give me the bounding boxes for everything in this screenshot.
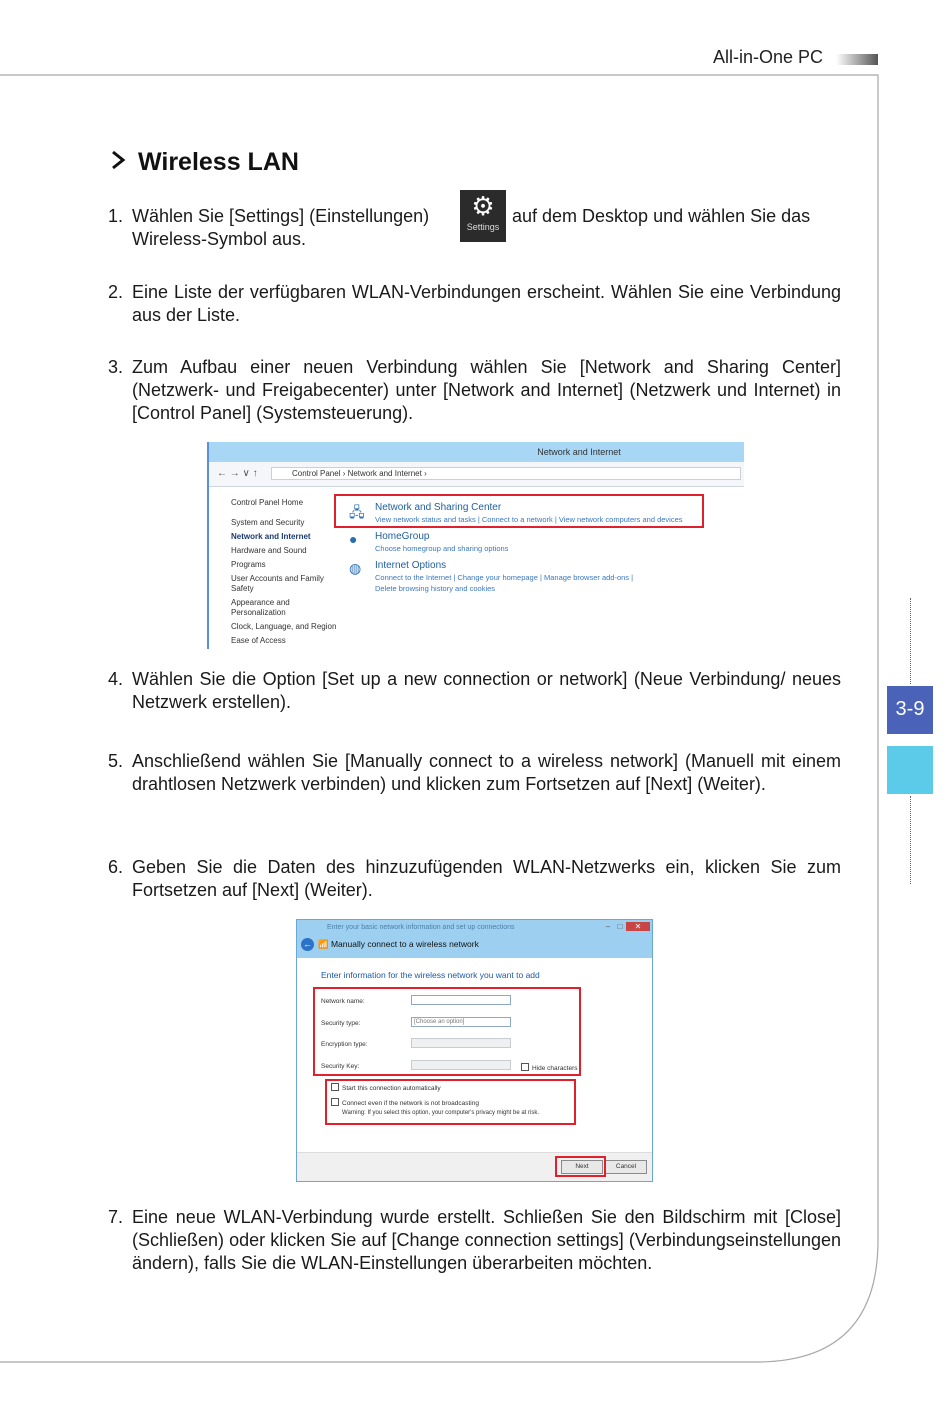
header-gradient-bar bbox=[836, 54, 878, 65]
breadcrumb: Control Panel › Network and Internet › bbox=[271, 467, 741, 480]
dialog-body bbox=[297, 958, 653, 1182]
step-number: 6. bbox=[108, 857, 124, 877]
window-buttons bbox=[602, 922, 650, 931]
wireless-dialog-screenshot bbox=[296, 919, 653, 1182]
step-number: 7. bbox=[108, 1207, 124, 1227]
network-icon: 🖧 bbox=[349, 504, 365, 520]
security-key-label: Security Key: bbox=[321, 1063, 360, 1070]
item-links: Delete browsing history and cookies bbox=[375, 584, 496, 593]
step-number: 3. bbox=[108, 357, 124, 377]
header-title: All-in-One PC bbox=[712, 47, 823, 67]
sidebar-item: Hardware and Sound bbox=[231, 546, 307, 555]
sidebar-item-current: Network and Internet bbox=[231, 532, 311, 541]
sidebar-item: Programs bbox=[231, 560, 266, 569]
control-panel-screenshot bbox=[207, 442, 744, 649]
minimize-icon: – bbox=[605, 922, 611, 931]
sidebar-item: User Accounts and Family Safety bbox=[231, 574, 324, 593]
hide-characters-label: Hide characters bbox=[532, 1065, 578, 1072]
connect-even-label: Connect even if the network is not broadcasting bbox=[342, 1100, 479, 1107]
item-links: View network status and tasks | Connect to a network | View network computers and devices bbox=[375, 515, 683, 524]
dialog-title-text: Manually connect to a wireless network bbox=[330, 939, 479, 949]
step-6 bbox=[108, 856, 841, 902]
step-2 bbox=[108, 281, 841, 327]
close-icon: ✕ bbox=[626, 922, 650, 931]
maximize-icon: □ bbox=[617, 922, 623, 931]
dialog-heading: Enter information for the wireless network you want to add bbox=[321, 970, 540, 980]
ghost-text: Enter your basic network information and set up connections bbox=[327, 924, 515, 931]
gear-icon: ⚙ bbox=[471, 191, 495, 221]
item-title: Network and Sharing Center bbox=[375, 502, 502, 513]
network-name-label: Network name: bbox=[321, 998, 365, 1005]
chevron-right-icon bbox=[110, 148, 138, 177]
item-links: Choose homegroup and sharing options bbox=[375, 544, 509, 553]
section-title-text: Wireless LAN bbox=[138, 148, 299, 176]
step-4 bbox=[108, 668, 841, 714]
step-number: 1. bbox=[108, 206, 124, 226]
dialog-footer bbox=[297, 1152, 653, 1181]
homegroup-icon: ● bbox=[349, 531, 358, 547]
highlight-box bbox=[325, 1079, 576, 1125]
dotted-line bbox=[910, 598, 911, 684]
security-type-label: Security type: bbox=[321, 1020, 361, 1027]
step-text: Wählen Sie [Settings] (Einstellungen) bbox=[132, 206, 430, 226]
step-number: 2. bbox=[108, 282, 124, 302]
sidebar-item: Clock, Language, and Region bbox=[231, 622, 337, 631]
step-text: Eine neue WLAN-Verbindung wurde erstellt. Schließen Sie den Bildschirm mit [Close] (Schließen) oder klicken Sie auf [Change connection settings] (Verbindungseinstellungen ändern), falls Sie die WLAN-Einstellungen überarbeiten möchten. bbox=[132, 1207, 841, 1273]
settings-label: Settings bbox=[466, 222, 500, 232]
step-5 bbox=[108, 750, 841, 796]
step-text: Zum Aufbau einer neuen Verbindung wählen Sie [Network and Sharing Center] (Netzwerk- und Freigabecenter) unter [Network and Internet] (Netzwerk und Internet) in [Control Panel] (Systemsteuerung). bbox=[132, 357, 841, 423]
sidebar-item: System and Security bbox=[231, 518, 305, 527]
sidebar-item: Ease of Access bbox=[231, 636, 286, 645]
step-text: Wählen Sie die Option [Set up a new connection or network] (Neue Verbindung/ neues Netzwerk erstellen). bbox=[132, 669, 841, 712]
step-number: 4. bbox=[108, 669, 124, 689]
item-title: Internet Options bbox=[375, 560, 447, 571]
chapter-tab-block bbox=[887, 746, 933, 794]
step-text: auf dem Desktop und wählen Sie das bbox=[512, 206, 811, 226]
step-number: 5. bbox=[108, 751, 124, 771]
dotted-line bbox=[910, 796, 911, 884]
privacy-warning: Warning: If you select this option, your computer's privacy might be at risk. bbox=[342, 1110, 540, 1116]
sidebar-item: Appearance and Personalization bbox=[231, 598, 290, 617]
cancel-button: Cancel bbox=[605, 1160, 647, 1174]
item-title: HomeGroup bbox=[375, 531, 430, 542]
dialog-header bbox=[297, 920, 653, 958]
next-button: Next bbox=[561, 1160, 603, 1174]
step-1-continued bbox=[512, 205, 841, 228]
address-bar bbox=[209, 462, 744, 487]
highlight-box bbox=[334, 494, 704, 528]
step-text: Eine Liste der verfügbaren WLAN-Verbindungen erscheint. Wählen Sie eine Verbindung aus der Liste. bbox=[132, 282, 841, 325]
sidebar-item: Control Panel Home bbox=[231, 498, 304, 507]
page-number-tab: 3-9 bbox=[887, 686, 933, 734]
window-title: Network and Internet bbox=[537, 447, 621, 457]
encryption-type-label: Encryption type: bbox=[321, 1041, 368, 1048]
item-links: Connect to the Internet | Change your homepage | Manage browser add-ons | bbox=[375, 573, 634, 582]
auto-start-label: Start this connection automatically bbox=[342, 1085, 441, 1092]
sidebar bbox=[231, 498, 341, 649]
highlight-box bbox=[555, 1156, 606, 1177]
security-type-select: [Choose an option] bbox=[411, 1017, 511, 1027]
wifi-icon: 📶 bbox=[318, 939, 331, 949]
back-arrow-icon: ← bbox=[303, 939, 312, 949]
step-3 bbox=[108, 356, 841, 425]
section-title bbox=[110, 148, 299, 177]
step-text: Anschließend wählen Sie [Manually connect to a wireless network] (Manuell mit einem drahtlosen Netzwerk verbinden) und klicken zum Fortsetzen auf [Next] (Weiter). bbox=[132, 751, 841, 794]
step-text: Wireless-Symbol aus. bbox=[132, 229, 307, 249]
globe-icon: ◍ bbox=[349, 560, 362, 576]
dialog-title bbox=[301, 938, 479, 951]
step-1-line2 bbox=[108, 228, 841, 251]
nav-buttons: ← → ∨ ↑ bbox=[217, 468, 258, 479]
highlight-box bbox=[313, 987, 581, 1076]
window-titlebar bbox=[209, 442, 744, 462]
step-7 bbox=[108, 1206, 841, 1275]
step-text: Geben Sie die Daten des hinzuzufügenden WLAN-Netzwerks ein, klicken Sie zum Fortsetzen auf [Next] (Weiter). bbox=[132, 857, 841, 900]
